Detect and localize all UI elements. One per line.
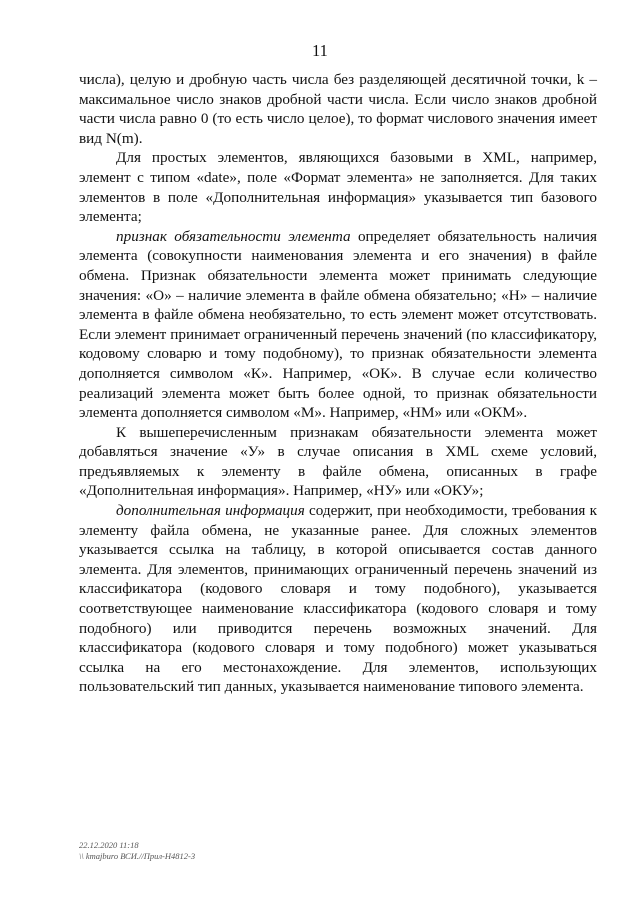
line-text: классификатора (кодового словаря и тому подобного), указывается bbox=[79, 580, 597, 598]
line-text: ссылка на его местонахождение. Для элементов, использующих bbox=[79, 658, 597, 676]
text-line bbox=[79, 560, 597, 580]
text-line bbox=[79, 148, 597, 168]
document-body bbox=[79, 70, 597, 697]
text-line bbox=[79, 227, 597, 247]
text-line bbox=[79, 462, 597, 482]
footer-timestamp: 22.12.2020 11:18 bbox=[79, 840, 139, 850]
text-line bbox=[79, 677, 597, 697]
line-text: определяет обязательность наличия bbox=[350, 227, 597, 245]
paragraph bbox=[79, 70, 597, 148]
line-text: числа), целую и дробную часть числа без разделяющей десятичной точки, k – bbox=[79, 71, 597, 88]
line-text: добавляться значение «У» в случае описания в XML схеме условий, bbox=[79, 443, 597, 461]
line-text: К вышеперечисленным признакам обязательности элемента может bbox=[116, 423, 597, 441]
line-text: предъявляемых к элементу в файле обмена, описанных в графе bbox=[79, 462, 597, 480]
line-text: указывается ссылка на таблицу, в которой описывается состав данного bbox=[79, 541, 597, 559]
text-line bbox=[79, 188, 597, 208]
line-text: элемент с типом «date», поле «Формат элемента» не заполняется. Для таких bbox=[79, 168, 597, 186]
text-line bbox=[79, 90, 597, 110]
text-line bbox=[79, 579, 597, 599]
line-text: элемента. Для элементов, принимающих ограниченный перечень значений из bbox=[79, 560, 597, 578]
text-line bbox=[79, 168, 597, 188]
line-text: элемента; bbox=[79, 208, 142, 226]
line-text: соответствующее наименование классификатора (кодового словаря и тому bbox=[79, 600, 597, 618]
line-text: дополняется символом «К». Например, «ОК». В случае если количество bbox=[79, 364, 597, 382]
paragraph bbox=[79, 423, 597, 501]
text-line bbox=[79, 384, 597, 404]
line-text: максимальное число знаков дробной части числа. Если число знаков дробной bbox=[79, 90, 597, 108]
text-line bbox=[79, 266, 597, 286]
text-line bbox=[79, 619, 597, 639]
line-text: элементу файла обмена, не указанные ранее. Для сложных элементов bbox=[79, 521, 597, 539]
text-line bbox=[79, 344, 597, 364]
text-line bbox=[79, 109, 597, 129]
line-text: части числа равно 0 (то есть число целое), то формат числового значения имеет bbox=[79, 110, 597, 128]
line-text: «Дополнительная информация». Например, «НУ» или «ОКУ»; bbox=[79, 482, 484, 500]
text-line bbox=[79, 540, 597, 560]
line-text: классификатора (кодового словаря и тому подобного) может указываться bbox=[79, 639, 597, 657]
text-line bbox=[79, 521, 597, 541]
text-line bbox=[79, 325, 597, 345]
line-text: Если элемент принимает ограниченный перечень значений (по классификатору, bbox=[79, 325, 597, 343]
line-text: элементов в поле «Дополнительная информация» указывается тип базового bbox=[79, 188, 597, 206]
text-line bbox=[79, 481, 597, 501]
italic-term: дополнительная информация bbox=[116, 502, 305, 520]
text-line bbox=[79, 442, 597, 462]
text-line bbox=[79, 364, 597, 384]
line-text: подобного) или приводится перечень возможных значений. Для bbox=[79, 619, 597, 637]
footer-file-path: \\ kmajburo ВСИ.//Прил-Н4812-3 bbox=[79, 851, 196, 861]
line-text: пользовательский тип данных, указывается наименование типового элемента. bbox=[79, 678, 584, 696]
line-text: обмена. Признак обязательности элемента может принимать следующие bbox=[79, 266, 597, 284]
text-line bbox=[79, 286, 597, 306]
text-line bbox=[79, 658, 597, 678]
line-text: элемента дополняется символом «М». Например, «НМ» или «ОКМ». bbox=[79, 404, 528, 422]
line-text: кодовому словарю и тому подобному), то признак обязательности элемента bbox=[79, 345, 597, 363]
text-line bbox=[79, 423, 597, 443]
line-text: элемента в файле обмена необязательно, то есть элемент может отсутствовать. bbox=[79, 306, 597, 324]
line-text: содержит, при необходимости, требования к bbox=[304, 502, 597, 520]
line-text: значения: «О» – наличие элемента в файле обмена обязательно; «Н» – наличие bbox=[79, 286, 597, 304]
line-text: вид N(m). bbox=[79, 129, 143, 147]
text-line bbox=[79, 638, 597, 658]
page-number: 11 bbox=[312, 41, 328, 60]
text-line bbox=[79, 403, 597, 423]
text-line bbox=[79, 305, 597, 325]
italic-term: признак обязательности элемента bbox=[116, 227, 351, 245]
text-line bbox=[79, 246, 597, 266]
line-text: элемента (совокупности наименования элемента и его значения) в файле bbox=[79, 247, 597, 265]
paragraph bbox=[79, 148, 597, 226]
text-line bbox=[79, 70, 597, 90]
line-text: Для простых элементов, являющихся базовыми в XML, например, bbox=[116, 149, 597, 167]
text-line bbox=[79, 129, 597, 149]
document-footer bbox=[79, 840, 195, 862]
line-text: реализаций элемента может быть более одной, то признак обязательности bbox=[79, 384, 597, 402]
text-line bbox=[79, 207, 597, 227]
paragraph bbox=[79, 227, 597, 423]
text-line bbox=[79, 501, 597, 521]
paragraph bbox=[79, 501, 597, 697]
text-line bbox=[79, 599, 597, 619]
